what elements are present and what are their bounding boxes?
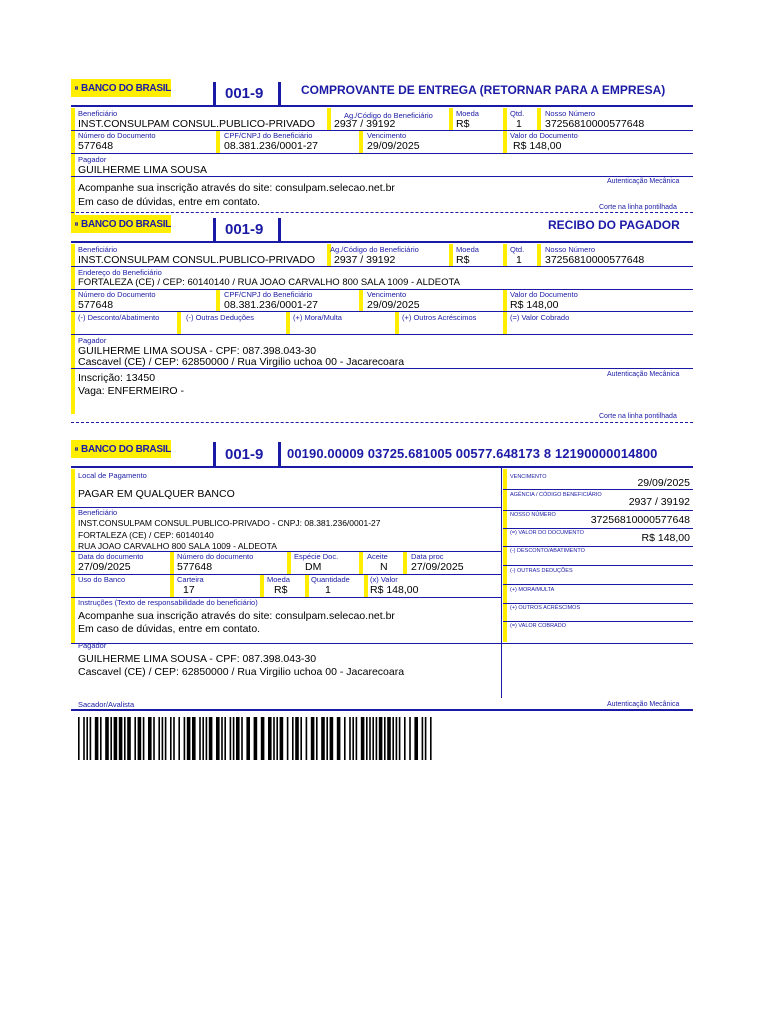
field-marker <box>327 108 331 130</box>
label: Número do documento <box>177 552 254 561</box>
field-marker <box>216 131 220 153</box>
field-marker <box>395 312 399 334</box>
field-marker <box>170 552 174 574</box>
label: Endereço do Beneficiário <box>78 268 162 277</box>
label: AGÊNCIA / CÓDIGO BENEFICIÁRIO <box>510 492 602 498</box>
label: Qtd. <box>510 245 525 254</box>
cut-line <box>71 212 693 214</box>
field-marker <box>71 335 75 368</box>
field-marker <box>71 108 75 130</box>
label: Vencimento <box>367 131 407 140</box>
label: Data proc <box>411 552 444 561</box>
autenticacao-label: Autenticação Mecânica <box>607 701 680 708</box>
rule <box>503 584 693 585</box>
label: Beneficiário <box>78 245 118 254</box>
pagador-line-1: GUILHERME LIMA SOUSA - CPF: 087.398.043-30 <box>78 653 317 665</box>
label: Local de Pagamento <box>78 471 147 480</box>
label: Moeda <box>456 109 479 118</box>
divider <box>213 218 216 242</box>
barcode <box>78 717 433 760</box>
bank-logo-icon <box>75 218 78 230</box>
valor-documento-value: R$ 148,00 <box>510 299 559 311</box>
field-marker <box>216 290 220 312</box>
rule <box>71 153 693 154</box>
field-marker <box>71 244 75 266</box>
label: CPF/CNPJ do Beneficiário <box>224 131 313 140</box>
field-marker <box>359 131 363 153</box>
label: (+) Mora/Multa <box>293 313 342 322</box>
bank-code: 001-9 <box>225 85 264 102</box>
corte-label: Corte na linha pontilhada <box>599 413 677 420</box>
field-marker <box>71 267 75 289</box>
field-marker <box>71 290 75 312</box>
bank-logo-text: BANCO DO BRASIL <box>81 443 171 455</box>
field-marker <box>71 131 75 153</box>
field-marker <box>286 312 290 334</box>
beneficiario-line-2: FORTALEZA (CE) / CEP: 60140140 <box>78 530 214 540</box>
field-marker <box>503 604 507 622</box>
field-marker <box>177 312 181 334</box>
header-rule <box>71 105 693 107</box>
label: (-) Desconto/Abatimento <box>78 313 160 322</box>
qtd-value: 1 <box>516 118 522 130</box>
field-marker <box>503 566 507 584</box>
divider <box>213 442 216 466</box>
field-marker <box>71 552 75 574</box>
beneficiario-line-1: INST.CONSULPAM CONSUL.PUBLICO-PRIVADO - CNPJ: 08.381.236/0001-27 <box>78 518 381 528</box>
section-title-recibo: RECIBO DO PAGADOR <box>548 218 680 232</box>
quantidade-value: 1 <box>325 584 331 596</box>
label: CPF/CNPJ do Beneficiário <box>224 290 313 299</box>
field-marker <box>503 490 507 510</box>
rule <box>71 643 693 644</box>
label: Quantidade <box>311 575 350 584</box>
aceite-value: N <box>380 561 388 573</box>
field-marker <box>71 312 75 334</box>
field-marker <box>503 312 507 334</box>
vaga-text: Vaga: ENFERMEIRO - <box>78 385 184 397</box>
label: (=) VALOR COBRADO <box>510 623 566 629</box>
field-marker <box>503 108 507 130</box>
divider <box>213 82 216 106</box>
label: (+) MORA/MULTA <box>510 587 555 593</box>
rule <box>71 176 693 177</box>
field-marker <box>71 508 75 551</box>
divider <box>278 82 281 106</box>
bank-logo <box>71 79 171 97</box>
divider <box>278 442 281 466</box>
local-pagamento-value: PAGAR EM QUALQUER BANCO <box>78 488 235 500</box>
label: Espécie Doc. <box>294 552 339 561</box>
moeda-value: R$ <box>456 118 470 130</box>
agencia-value: 2937 / 39192 <box>334 118 396 130</box>
label: Ag./Código do Beneficiário <box>330 245 419 254</box>
label: (+) OUTROS ACRÉSCIMOS <box>510 605 581 611</box>
rule <box>503 565 693 566</box>
info-line-1: Acompanhe sua inscrição através do site: consulpam.selecao.net.br <box>78 182 395 194</box>
inscricao-text: Inscrição: 13450 <box>78 372 156 384</box>
bank-logo-text: BANCO DO BRASIL <box>81 82 171 94</box>
field-marker <box>537 108 541 130</box>
rule <box>503 528 693 529</box>
endereco-value: FORTALEZA (CE) / CEP: 60140140 / RUA JOAO CARVALHO 800 SALA 1009 - ALDEOTA <box>78 277 460 288</box>
label: (=) VALOR DO DOCUMENTO <box>510 530 584 536</box>
label: Pagador <box>78 641 107 650</box>
bank-logo <box>71 440 171 458</box>
bank-logo-text: BANCO DO BRASIL <box>81 218 171 230</box>
label: (x) Valor <box>370 575 398 584</box>
valor-value: R$ 148,00 <box>370 584 419 596</box>
field-marker <box>503 131 507 153</box>
nosso-numero-value: 37256810000577648 <box>545 118 645 130</box>
column-divider <box>501 468 502 698</box>
label: VENCIMENTO <box>510 474 547 480</box>
field-marker <box>503 547 507 565</box>
bank-code: 001-9 <box>225 221 264 238</box>
pagador-line-2: Cascavel (CE) / CEP: 62850000 / Rua Virgilio uchoa 00 - Jacarecoara <box>78 356 405 368</box>
valor-documento-value: R$ 148,00 <box>513 140 562 152</box>
corte-label: Corte na linha pontilhada <box>599 204 677 211</box>
label: (=) Valor Cobrado <box>510 313 570 322</box>
label: Valor do Documento <box>510 131 578 140</box>
cpf-cnpj-value: 08.381.236/0001-27 <box>224 140 319 152</box>
rule <box>71 507 501 508</box>
instrucao-line-2: Em caso de dúvidas, entre em contato. <box>78 623 261 635</box>
numero-documento-value: 577648 <box>177 561 213 573</box>
field-marker <box>537 244 541 266</box>
bank-logo-icon <box>75 82 78 94</box>
agencia-value: 2937 / 39192 <box>334 254 396 266</box>
header-rule <box>71 466 693 468</box>
label: Pagador <box>78 336 107 345</box>
rule <box>503 621 693 622</box>
field-marker <box>71 575 75 597</box>
vencimento-value: 29/09/2025 <box>367 140 420 152</box>
label: Pagador <box>78 155 107 164</box>
label: Sacador/Avalista <box>78 700 135 709</box>
label: Moeda <box>456 245 479 254</box>
pagador-line-2: Cascavel (CE) / CEP: 62850000 / Rua Virgilio uchoa 00 - Jacarecoara <box>78 666 405 678</box>
data-proc-value: 27/09/2025 <box>411 561 464 573</box>
beneficiario-value: INST.CONSULPAM CONSUL.PUBLICO-PRIVADO <box>78 254 316 266</box>
rule <box>503 489 693 490</box>
field-marker <box>71 177 75 217</box>
qtd-value: 1 <box>516 254 522 266</box>
label: Nosso Número <box>545 109 596 118</box>
cut-line <box>71 422 693 424</box>
beneficiario-line-3: RUA JOAO CARVALHO 800 SALA 1009 - ALDEOTA <box>78 541 277 551</box>
carteira-value: 17 <box>183 584 195 596</box>
rule <box>71 266 693 267</box>
field-marker <box>71 598 75 643</box>
rule <box>503 603 693 604</box>
cpf-cnpj-value: 08.381.236/0001-27 <box>224 299 319 311</box>
rule <box>503 510 693 511</box>
numero-documento-value: 577648 <box>78 140 114 152</box>
field-marker <box>503 585 507 603</box>
label: Beneficiário <box>78 508 118 517</box>
agencia-value: 2937 / 39192 <box>628 496 690 508</box>
rule <box>71 709 693 711</box>
moeda-value: R$ <box>274 584 288 596</box>
rule <box>71 334 693 335</box>
field-marker <box>359 290 363 312</box>
valor-documento-value: R$ 148,00 <box>641 532 690 544</box>
nosso-numero-value: 37256810000577648 <box>545 254 645 266</box>
vencimento-value: 29/09/2025 <box>637 477 690 489</box>
field-marker <box>503 511 507 529</box>
label: (-) Outras Deduções <box>186 313 254 322</box>
label: Aceite <box>367 552 388 561</box>
instrucao-line-1: Acompanhe sua inscrição através do site: consulpam.selecao.net.br <box>78 610 395 622</box>
label: (+) Outros Acréscimos <box>402 313 477 322</box>
field-marker <box>359 552 363 574</box>
label: Vencimento <box>367 290 407 299</box>
label: Número do Documento <box>78 131 156 140</box>
label: Qtd. <box>510 109 525 118</box>
label: (-) DESCONTO/ABATIMENTO <box>510 548 585 554</box>
field-marker <box>503 529 507 547</box>
section-title-comprovante: COMPROVANTE DE ENTREGA (RETORNAR PARA A EMPRESA) <box>301 83 666 97</box>
especie-doc-value: DM <box>305 561 322 573</box>
field-marker <box>364 575 368 597</box>
field-marker <box>449 244 453 266</box>
field-marker <box>305 575 309 597</box>
label: Nosso Número <box>545 245 596 254</box>
nosso-numero-value: 37256810000577648 <box>590 514 690 526</box>
bank-logo-icon <box>75 443 78 455</box>
rule <box>71 311 693 312</box>
pagador-line-1: GUILHERME LIMA SOUSA - CPF: 087.398.043-30 <box>78 345 317 357</box>
label: Instruções (Texto de responsabilidade do beneficiário) <box>78 598 258 607</box>
label: Ag./Código do Beneficiário <box>344 111 433 120</box>
autenticacao-label: Autenticação Mecânica <box>607 178 680 185</box>
beneficiario-value: INST.CONSULPAM CONSUL.PUBLICO-PRIVADO <box>78 118 316 130</box>
label: Data do documento <box>78 552 144 561</box>
label: Valor do Documento <box>510 290 578 299</box>
divider <box>278 218 281 242</box>
rule <box>71 368 693 369</box>
field-marker <box>503 290 507 312</box>
label: Moeda <box>267 575 290 584</box>
field-marker <box>170 575 174 597</box>
rule <box>503 546 693 547</box>
field-marker <box>503 469 507 489</box>
bank-logo <box>71 215 171 233</box>
label: (-) OUTRAS DEDUÇÕES <box>510 568 573 574</box>
field-marker <box>403 552 407 574</box>
label: Número do Documento <box>78 290 156 299</box>
label: Carteira <box>177 575 204 584</box>
autenticacao-label: Autenticação Mecânica <box>607 371 680 378</box>
field-marker <box>260 575 264 597</box>
field-marker <box>71 154 75 176</box>
field-marker <box>503 622 507 642</box>
info-line-2: Em caso de dúvidas, entre em contato. <box>78 196 261 208</box>
label: Uso do Banco <box>78 575 126 584</box>
header-rule <box>71 241 693 243</box>
field-marker <box>287 552 291 574</box>
label: Beneficiário <box>78 109 118 118</box>
field-marker <box>503 244 507 266</box>
bank-code: 001-9 <box>225 446 264 463</box>
field-marker <box>449 108 453 130</box>
pagador-value: GUILHERME LIMA SOUSA <box>78 164 207 176</box>
field-marker <box>71 469 75 507</box>
field-marker <box>71 369 75 414</box>
data-documento-value: 27/09/2025 <box>78 561 131 573</box>
numero-documento-value: 577648 <box>78 299 114 311</box>
linha-digitavel[interactable]: 00190.00009 03725.681005 00577.648173 8 12190000014800 <box>287 446 658 461</box>
moeda-value: R$ <box>456 254 470 266</box>
label: NOSSO NÚMERO <box>510 512 556 518</box>
vencimento-value: 29/09/2025 <box>367 299 420 311</box>
